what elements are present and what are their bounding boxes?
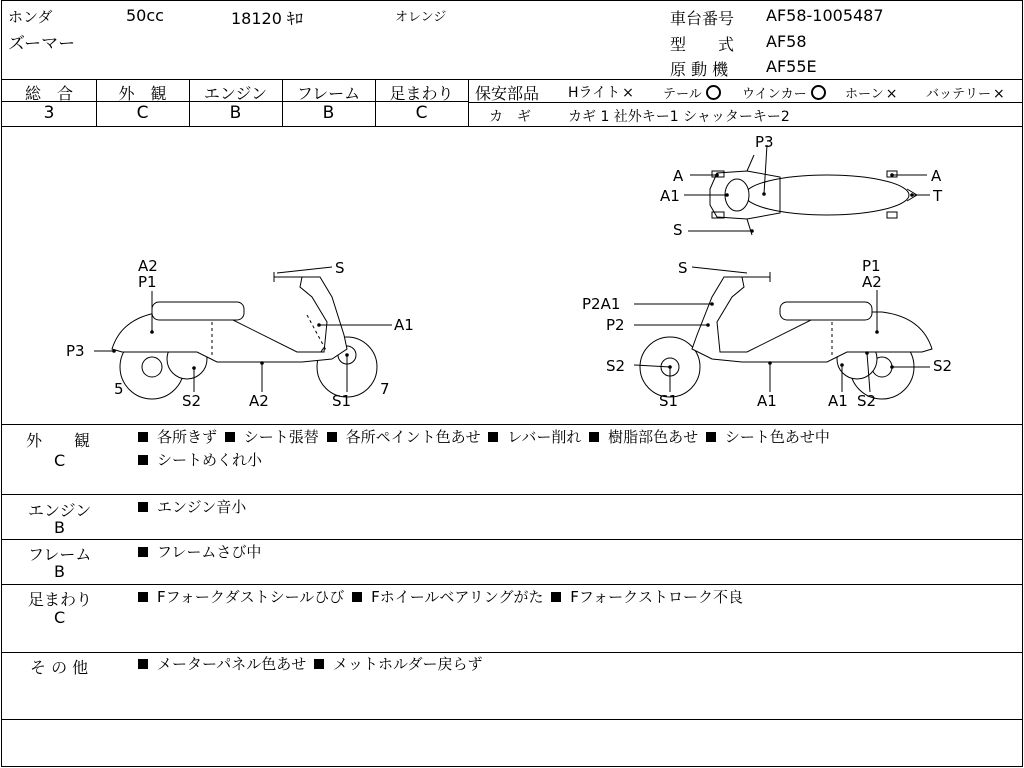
- label-right-s: S: [678, 259, 688, 277]
- safety-item-label: Hライト: [568, 85, 621, 101]
- safety-item-battery: [926, 83, 1005, 102]
- bullet-square-icon: [551, 592, 561, 602]
- safety-item-horn: [845, 83, 897, 102]
- status-x-mark: ×: [993, 86, 1005, 102]
- remark-item: フレームさび中: [157, 543, 262, 561]
- engine-value: AF55E: [766, 57, 817, 76]
- bullet-square-icon: [314, 659, 324, 669]
- label-right-p2a1: P2A1: [582, 295, 621, 313]
- bullet-square-icon: [589, 432, 599, 442]
- bullet-square-icon: [138, 502, 148, 512]
- remark-item: レバー削れ: [507, 428, 582, 446]
- key-value: カギ 1 社外キー1 シャッターキー2: [568, 109, 790, 125]
- safety-item-label: バッテリー: [926, 87, 992, 102]
- safety-item-winker: [742, 83, 826, 102]
- label-right-a1: A1: [757, 392, 777, 410]
- scooter-top-view: [710, 155, 917, 235]
- status-x-mark: ×: [622, 85, 634, 101]
- bullet-square-icon: [225, 432, 235, 442]
- grade-header-engine: エンジン: [203, 84, 268, 103]
- chassis-no: AF58-1005487: [766, 6, 884, 25]
- label-top-a-left: A: [673, 167, 684, 185]
- label-left-a2-bottom: A2: [249, 392, 269, 410]
- remark-item: シートめくれ小: [157, 451, 263, 469]
- bullet-square-icon: [138, 547, 148, 557]
- model-name: ズーマー: [8, 34, 76, 54]
- label-left-a1: A1: [394, 316, 414, 334]
- safety-label: 保安部品: [475, 84, 540, 103]
- label-right-s1: S1: [659, 392, 679, 410]
- safety-item-headlight: [568, 82, 634, 102]
- remark-item: 各所ペイント色あせ: [345, 428, 481, 446]
- grade-frame: B: [322, 103, 335, 123]
- label-right-s2-left: S2: [606, 357, 626, 375]
- grade-header-frame: フレーム: [296, 84, 361, 103]
- color: オレンジ: [395, 10, 447, 25]
- label-left-s: S: [335, 259, 345, 277]
- safety-item-label: ウインカー: [742, 87, 807, 102]
- remark-label-appearance: 外 観: [26, 431, 91, 450]
- remark-item: 樹脂部色あせ: [608, 428, 699, 446]
- remark-items-engine: [135, 496, 246, 519]
- remark-item: Fフォークストローク不良: [570, 588, 744, 606]
- remark-item: メットホルダー戻らず: [333, 655, 483, 673]
- divider: [2, 79, 1022, 80]
- remark-items-other: [135, 653, 482, 676]
- label-top-s: S: [673, 221, 683, 239]
- grade-header-overall: 総 合: [24, 84, 73, 103]
- label-right-a1-rear: A1: [828, 392, 848, 410]
- grade-engine: B: [229, 103, 242, 123]
- safety-item-tail: [663, 83, 721, 102]
- label-right-p2: P2: [606, 316, 625, 334]
- remark-item: Fフォークダストシールひび: [157, 588, 345, 606]
- divider: [2, 494, 1022, 495]
- grade-appearance: C: [136, 103, 149, 123]
- remark-item: シート色あせ中: [724, 428, 830, 446]
- bullet-square-icon: [138, 659, 148, 669]
- label-right-p1: P1: [862, 257, 881, 275]
- divider: [468, 79, 469, 126]
- label-top-t: T: [933, 187, 943, 205]
- label-left-p1: P1: [138, 273, 157, 291]
- bullet-square-icon: [706, 432, 716, 442]
- status-x-mark: ×: [885, 86, 898, 102]
- maker: ホンダ: [8, 8, 53, 26]
- status-ok-circle-icon: [811, 85, 826, 100]
- remark-label-engine: エンジン: [28, 501, 92, 520]
- label-left-7: 7: [380, 380, 390, 398]
- type-label: 型 式: [670, 35, 735, 54]
- key-label: カ ギ: [489, 109, 531, 125]
- bullet-square-icon: [138, 432, 148, 442]
- remark-label-suspension: 足まわり: [28, 590, 93, 609]
- divider: [2, 424, 1022, 425]
- status-ok-circle-icon: [706, 85, 721, 100]
- label-top-a-right: A: [931, 167, 942, 185]
- label-right-a2: A2: [862, 273, 882, 291]
- displacement: 50cc: [126, 6, 164, 25]
- label-left-s2: S2: [182, 392, 202, 410]
- damage-diagram: [2, 127, 1022, 424]
- bullet-square-icon: [488, 432, 498, 442]
- grade-overall: 3: [43, 103, 55, 123]
- scooter-right-view: [640, 272, 932, 399]
- divider: [469, 102, 1022, 103]
- remark-item: メーターパネル色あせ: [157, 655, 307, 673]
- divider: [2, 584, 1022, 585]
- grade-suspension: C: [415, 103, 428, 123]
- remark-label-frame: フレーム: [28, 545, 92, 564]
- remark-grade-engine: B: [54, 518, 65, 537]
- grade-header-suspension: 足まわり: [389, 84, 454, 103]
- remark-grade-frame: B: [54, 562, 65, 581]
- engine-label: 原 動 機: [670, 60, 729, 79]
- remark-label-other: そ の 他: [30, 658, 89, 677]
- remark-item: エンジン音小: [157, 498, 247, 516]
- inspection-sheet: [1, 0, 1023, 767]
- remark-item: Fホイールベアリングがた: [371, 588, 544, 606]
- label-left-s1: S1: [332, 392, 352, 410]
- remark-item: 各所きず: [157, 428, 218, 446]
- divider: [2, 539, 1022, 540]
- label-left-p3: P3: [66, 342, 85, 360]
- type-value: AF58: [766, 32, 807, 51]
- label-right-s2-rear: S2: [857, 392, 877, 410]
- label-left-a2: A2: [138, 257, 158, 275]
- mileage: 18120 ｷﾛ: [231, 9, 303, 28]
- grade-header-appearance: 外 観: [118, 84, 167, 103]
- label-right-s2-right: S2: [933, 357, 953, 375]
- bullet-square-icon: [138, 592, 148, 602]
- divider: [2, 719, 1022, 720]
- chassis-label: 車台番号: [670, 9, 735, 28]
- label-left-5: 5: [114, 380, 124, 398]
- label-top-p3: P3: [755, 133, 774, 151]
- remark-grade-appearance: C: [54, 451, 66, 470]
- bullet-square-icon: [327, 432, 337, 442]
- remark-grade-suspension: C: [54, 608, 66, 627]
- remark-item: シート張替: [243, 428, 319, 446]
- bullet-square-icon: [352, 592, 362, 602]
- remark-items-suspension: [135, 586, 743, 609]
- remark-items-frame: [135, 541, 261, 564]
- remark-items-appearance: [135, 426, 830, 472]
- safety-item-label: ホーン: [845, 87, 884, 102]
- label-top-a1: A1: [660, 187, 680, 205]
- safety-item-label: テール: [663, 87, 702, 102]
- bullet-square-icon: [138, 455, 148, 465]
